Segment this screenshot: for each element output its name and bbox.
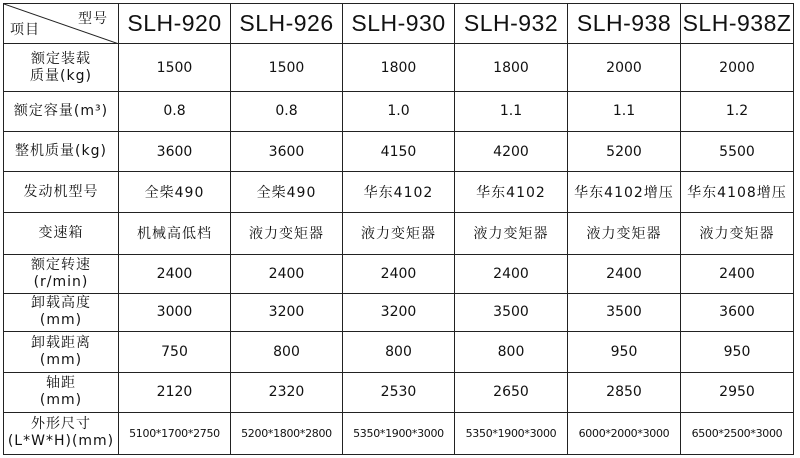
row-label (4, 331, 119, 372)
spec-value: 2400 (231, 255, 343, 293)
spec-row (4, 373, 794, 412)
spec-value: 950 (568, 331, 681, 372)
spec-value: 5350*1900*3000 (343, 412, 455, 454)
row-label (4, 44, 119, 91)
spec-value: 950 (681, 331, 794, 372)
spec-value: 全柴490 (231, 172, 343, 212)
spec-value: 2950 (681, 373, 794, 412)
spec-value: 华东4102 (343, 172, 455, 212)
row-label (4, 255, 119, 293)
spec-value: 800 (455, 331, 568, 372)
spec-value: 6500*2500*3000 (681, 412, 794, 454)
row-label-line: (L*W*H)(mm) (7, 433, 115, 450)
spec-row (4, 212, 794, 254)
spec-value: 3600 (231, 132, 343, 172)
spec-value: 5350*1900*3000 (455, 412, 568, 454)
model-header: SLH-920 (119, 4, 231, 44)
row-label-line: (mm) (39, 312, 83, 329)
spec-value: 3200 (231, 293, 343, 331)
spec-value: 3600 (119, 132, 231, 172)
row-label (4, 412, 119, 454)
row-label (4, 132, 119, 172)
spec-value: 2400 (119, 255, 231, 293)
spec-value: 华东4102 (455, 172, 568, 212)
spec-value: 3200 (343, 293, 455, 331)
row-label-line: 卸载距离 (31, 335, 91, 351)
spec-value: 5100*1700*2750 (119, 412, 231, 454)
item-header-label: 项目 (10, 22, 40, 39)
spec-value: 华东4108增压 (681, 172, 794, 212)
spec-value: 液力变矩器 (455, 212, 568, 254)
spec-value: 2400 (343, 255, 455, 293)
spec-value: 0.8 (231, 91, 343, 131)
spec-value: 1.0 (343, 91, 455, 131)
spec-row (4, 331, 794, 372)
spec-value: 2650 (455, 373, 568, 412)
spec-value: 液力变矩器 (231, 212, 343, 254)
spec-value: 1800 (455, 44, 568, 91)
row-label-line: 变速箱 (38, 224, 84, 241)
model-header: SLH-932 (455, 4, 568, 44)
spec-value: 5500 (681, 132, 794, 172)
spec-value: 3000 (119, 293, 231, 331)
spec-value: 2120 (119, 373, 231, 412)
spec-value: 2400 (455, 255, 568, 293)
spec-value: 1.1 (455, 91, 568, 131)
spec-value: 华东4102增压 (568, 172, 681, 212)
spec-value: 2400 (681, 255, 794, 293)
spec-value: 3600 (681, 293, 794, 331)
header-row (4, 4, 794, 44)
model-header: SLH-926 (231, 4, 343, 44)
spec-value: 800 (231, 331, 343, 372)
spec-value: 2850 (568, 373, 681, 412)
spec-body (4, 44, 794, 455)
row-label-line: 额定容量(m³) (13, 102, 109, 119)
spec-value: 2320 (231, 373, 343, 412)
spec-row (4, 172, 794, 212)
spec-value: 1.1 (568, 91, 681, 131)
row-label (4, 91, 119, 131)
spec-value: 0.8 (119, 91, 231, 131)
spec-value: 5200*1800*2800 (231, 412, 343, 454)
spec-row (4, 412, 794, 454)
spec-row (4, 293, 794, 331)
row-label-line: 卸载高度 (31, 295, 91, 312)
row-label (4, 172, 119, 212)
model-header-label: 型号 (78, 11, 108, 27)
row-label-line: 外形尺寸 (31, 416, 91, 433)
row-label-line: (mm) (39, 352, 83, 368)
spec-value: 1500 (231, 44, 343, 91)
spec-value: 液力变矩器 (568, 212, 681, 254)
row-label (4, 212, 119, 254)
corner-header-cell (4, 4, 119, 44)
row-label-line: 额定装载 (31, 50, 91, 67)
spec-value: 机械高低档 (119, 212, 231, 254)
model-header: SLH-930 (343, 4, 455, 44)
row-label-line: 质量(kg) (30, 67, 92, 84)
spec-value: 1.2 (681, 91, 794, 131)
row-label-line: (r/min) (33, 273, 89, 290)
spec-value: 2000 (568, 44, 681, 91)
spec-value: 4200 (455, 132, 568, 172)
spec-value: 液力变矩器 (681, 212, 794, 254)
spec-value: 液力变矩器 (343, 212, 455, 254)
row-label-line: 额定转速 (31, 256, 91, 273)
spec-row (4, 255, 794, 293)
row-label-line: (mm) (39, 392, 83, 409)
spec-value: 1500 (119, 44, 231, 91)
row-label (4, 373, 119, 412)
spec-row (4, 132, 794, 172)
spec-value: 2000 (681, 44, 794, 91)
spec-value: 3500 (568, 293, 681, 331)
spec-value: 1800 (343, 44, 455, 91)
spec-value: 全柴490 (119, 172, 231, 212)
spec-row (4, 91, 794, 131)
row-label-line: 发动机型号 (23, 183, 99, 200)
spec-value: 2530 (343, 373, 455, 412)
spec-value: 5200 (568, 132, 681, 172)
row-label-line: 整机质量(kg) (15, 143, 107, 160)
spec-value: 4150 (343, 132, 455, 172)
model-header: SLH-938 (568, 4, 681, 44)
row-label (4, 293, 119, 331)
spec-row (4, 44, 794, 91)
spec-value: 6000*2000*3000 (568, 412, 681, 454)
spec-value: 800 (343, 331, 455, 372)
spec-value: 3500 (455, 293, 568, 331)
spec-table (3, 3, 794, 455)
spec-value: 2400 (568, 255, 681, 293)
model-header: SLH-938Z (681, 4, 794, 44)
row-label-line: 轴距 (46, 375, 76, 392)
spec-value: 750 (119, 331, 231, 372)
